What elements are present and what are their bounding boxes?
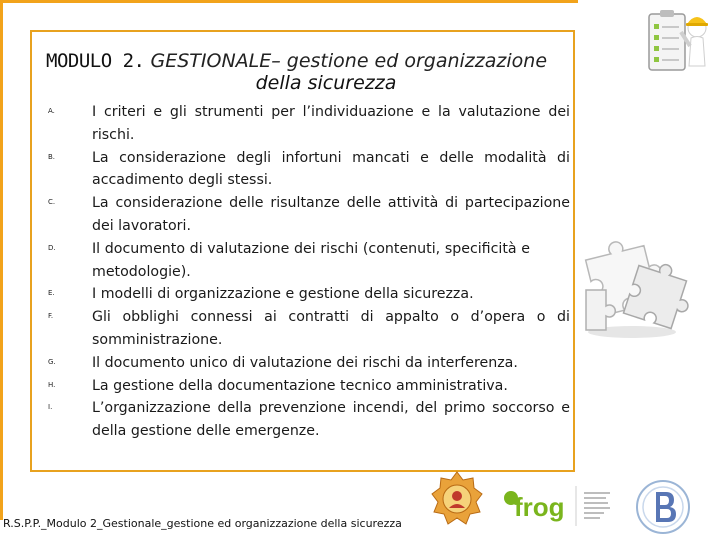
list-marker: I.: [48, 403, 53, 412]
list-item: [40, 375, 570, 398]
list-item-text: I modelli di organizzazione e gestione della sicurezza.: [92, 286, 474, 303]
list-item: [40, 352, 570, 375]
list-marker: H.: [48, 380, 56, 389]
list-item-text: I criteri e gli strumenti per l’individuazione e la valutazione dei rischi.: [92, 104, 570, 143]
list-marker: D.: [48, 243, 56, 252]
list-marker: C.: [48, 198, 56, 207]
list-item: [40, 147, 570, 193]
list-item-text: Il documento unico di valutazione dei rischi da interferenza.: [92, 354, 518, 371]
title-subject: GESTIONALE– gestione ed organizzazione: [144, 50, 548, 72]
title-subject-line2: della sicurezza: [255, 72, 397, 94]
list-item-text: La gestione della documentazione tecnico amministrativa.: [92, 377, 508, 394]
list-item-text: Il documento di valutazione dei rischi (contenuti, specificità e metodologie).: [92, 240, 530, 280]
list-marker: E.: [48, 289, 55, 298]
seal-logo: [430, 470, 484, 530]
frog-logo-text: frog: [514, 492, 565, 522]
top-accent-line: [0, 0, 578, 3]
list-marker: F.: [48, 312, 54, 321]
list-item: [40, 397, 570, 443]
list-item-text: La considerazione degli infortuni mancati e delle modalità di accadimento degli stessi.: [92, 149, 570, 189]
list-item: [40, 101, 570, 147]
slide-title: [46, 50, 576, 94]
list-marker: B.: [48, 152, 56, 161]
list-item-text: La considerazione delle risultanze delle attività di partecipazione dei lavoratori.: [92, 195, 570, 234]
list-item: [40, 306, 570, 352]
puzzle-pieces-icon: [572, 232, 690, 342]
footer-caption: R.S.P.P._Modulo 2_Gestionale_gestione ed organizzazione della sicurezza: [3, 517, 402, 530]
checklist-worker-icon: [645, 2, 713, 78]
frog-logo: [500, 484, 620, 528]
list-item: [40, 283, 570, 306]
b-circle-logo: [630, 478, 696, 536]
list-item-text: Gli obblighi connessi ai contratti di appalto o d’opera o di somministrazione.: [92, 309, 570, 348]
left-accent-line: [0, 0, 3, 520]
list-item-text: L’organizzazione della prevenzione incendi, del primo soccorso e della gestione delle emergenze.: [92, 400, 570, 440]
list-marker: G.: [48, 357, 56, 366]
list-marker: A.: [48, 107, 55, 115]
topic-list: [40, 101, 570, 443]
title-module: MODULO 2.: [46, 50, 145, 72]
list-item: [40, 238, 570, 284]
list-item: [40, 192, 570, 238]
